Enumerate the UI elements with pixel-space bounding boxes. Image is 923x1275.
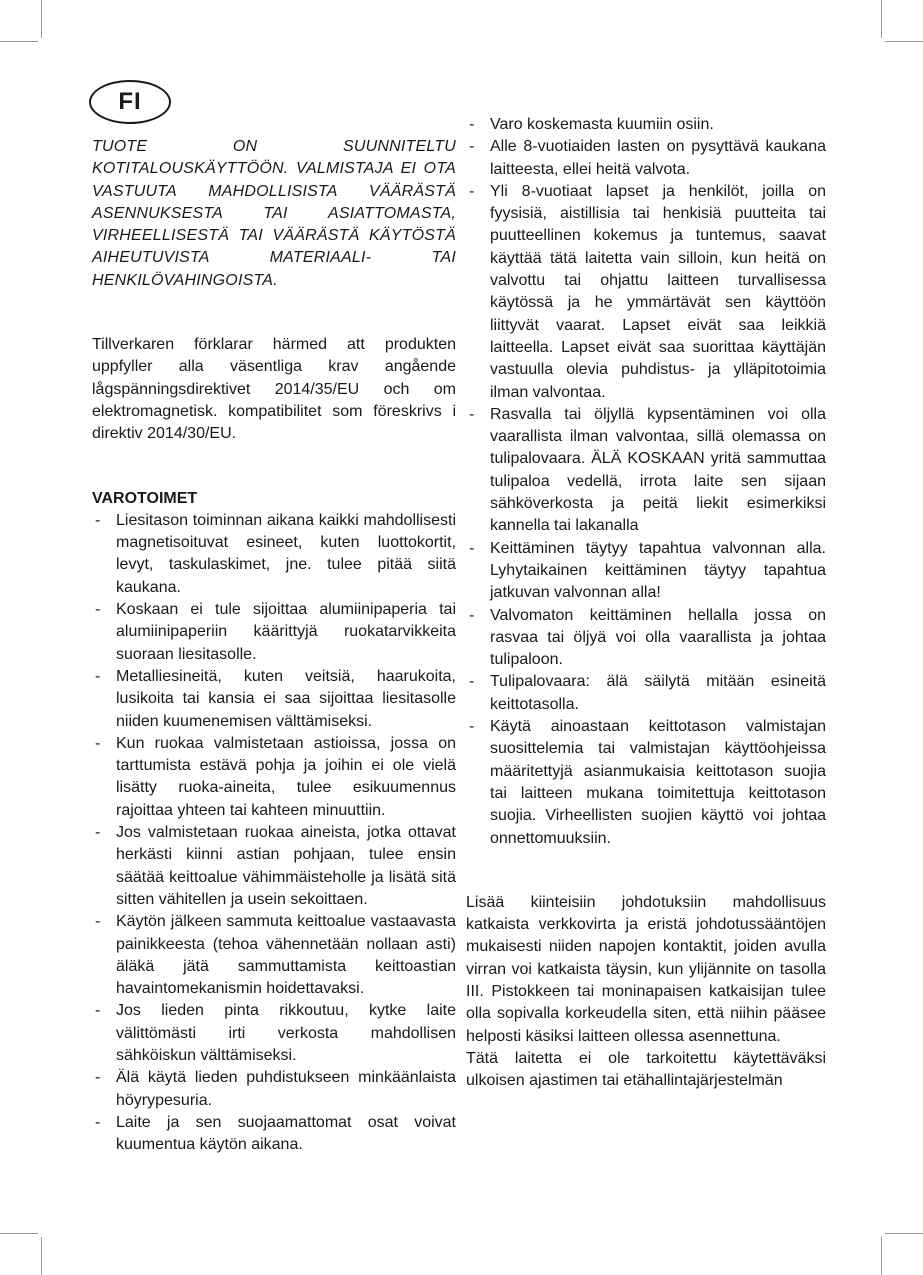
list-item: - Yli 8-vuotiaat lapset ja henkilöt, joilla on fyysisiä, aistillisia tai henkisiä puutteita tai puutteellinen kokemus ja tuntemus, saavat käyttää tätä laitetta vain silloin, kun heitä on valvottu tai ohjattu laitteen turvallisessa käytössä ja he ymmärtävät sen käyttöön liittyvät vaarat. Lapset eivät saa leikkiä laitteella. Lapset eivät saa suorittaa käyttäjän vastuulla olevia puhdistus- ja ylläpitotoimia ilman valvontaa. [466, 181, 826, 404]
crop-mark [881, 0, 882, 38]
crop-mark [41, 1237, 42, 1275]
precautions-list [92, 510, 456, 1157]
wiring-note: Lisää kiinteisiin johdotuksiin mahdollisuus katkaista verkkovirta ja eristä johdotussääntöjen mukaisesti niiden napojen kontaktit, joiden avulla virran voi katkaista täysin, kun ylijännite on tasolla III. Pistokkeen tai moninapaisen katkaisijan tulee olla sopivalla korkeudella siten, että niihin pääsee helposti käsiksi laitteen ollessa asennettuna. [466, 893, 826, 1045]
crop-mark [0, 1233, 38, 1234]
crop-mark [885, 41, 923, 42]
list-item: - Älä käytä lieden puhdistukseen minkäänlaista höyrypesuria. [92, 1067, 456, 1112]
list-item: - Rasvalla tai öljyllä kypsentäminen voi olla vaarallista ilman valvontaa, sillä olemassa on tulipalovaara. ÄLÄ KOSKAAN yritä sammuttaa tulipaloa vedellä, irrota laite sen sijaan sähköverkosta ja peitä liekit esimerkiksi kannella tai lakanalla [466, 404, 826, 538]
list-item: - Jos valmistetaan ruokaa aineista, jotka ottavat herkästi kiinni astian pohjaan, tulee ensin säätää keittoalue vähimmäisteholle ja lisätä sitä sitten vähitellen ja usein sekoittaen. [92, 822, 456, 911]
list-item: - Jos lieden pinta rikkoutuu, kytke laite välittömästi irti verkosta mahdollisen sähköiskun välttämiseksi. [92, 1000, 456, 1067]
list-item: - Alle 8-vuotiaiden lasten on pysyttävä kaukana laitteesta, ellei heitä valvota. [466, 136, 826, 181]
section-heading: VAROTOIMET [92, 489, 198, 507]
timer-note: Tätä laitetta ei ole tarkoitettu käytettäväksi ulkoisen ajastimen tai etähallintajärjestelmän [466, 1049, 826, 1090]
list-item: - Kun ruokaa valmistetaan astioissa, jossa on tarttumista estävä pohja ja joihin ei ole vielä lisätty ruoka-aineita, tulee esikuumennus rajoittaa yhteen tai kahteen minuuttiin. [92, 733, 456, 822]
list-item: - Varo koskemasta kuumiin osiin. [466, 114, 826, 136]
crop-mark [41, 0, 42, 38]
list-item: - Laite ja sen suojaamattomat osat voivat kuumentua käytön aikana. [92, 1112, 456, 1157]
crop-mark [0, 41, 38, 42]
list-item: - Metalliesineitä, kuten veitsiä, haarukoita, lusikoita tai kansia ei saa sijoittaa liesitasolle niiden kuumenemisen välttämiseksi. [92, 666, 456, 733]
list-item: - Käytä ainoastaan keittotason valmistajan suosittelemia tai valmistajan käyttöohjeissa määritettyjä asianmukaisia keittotason suojia tai laitteen mukana toimitettuja keittotason suojia. Virheellisten suojien käyttö voi johtaa onnettomuuksiin. [466, 716, 826, 850]
list-item: - Liesitason toiminnan aikana kaikki mahdollisesti magnetisoituvat esineet, kuten luottokortit, levyt, taskulaskimet, jne. tulee pitää siitä kaukana. [92, 510, 456, 599]
list-item: - Koskaan ei tule sijoittaa alumiinipaperia tai alumiinipaperiin käärittyjä ruokatarvikkeita suoraan liesitasolle. [92, 599, 456, 666]
intro-notice: TUOTE ON SUUNNITELTU KOTITALOUSKÄYTTÖÖN. VALMISTAJA EI OTA VASTUUTA MAHDOLLISISTA VÄÄRÄSTÄ ASENNUKSESTA TAI ASIATTOMASTA, VIRHEELLISESTÄ TAI VÄÄRÄSTÄ KÄYTÖSTÄ AIHEUTUVISTA MATERIAALI- TAI HENKILÖVAHINGOISTA. [92, 138, 456, 289]
precautions-list-continued [466, 114, 826, 850]
right-column [466, 114, 826, 1092]
language-badge: FI [89, 80, 171, 124]
left-column [92, 136, 456, 1156]
crop-mark [885, 1233, 923, 1234]
crop-mark [881, 1237, 882, 1275]
list-item: - Käytön jälkeen sammuta keittoalue vastaavasta painikkeesta (tehoa vähennetään nollaan asti) äläkä jätä sammuttamista keittoastian havaintomekanismin hoidettavaksi. [92, 911, 456, 1000]
list-item: - Valvomaton keittäminen hellalla jossa on rasvaa tai öljyä voi olla vaarallista ja johtaa tulipaloon. [466, 605, 826, 672]
declaration-paragraph: Tillverkaren förklarar härmed att produkten uppfyller alla väsentliga krav angående lågspänningsdirektivet 2014/35/EU och om elektromagnetisk. kompatibilitet som föreskrivs i direktiv 2014/30/EU. [92, 336, 456, 443]
list-item: - Tulipalovaara: älä säilytä mitään esineitä keittotasolla. [466, 671, 826, 716]
list-item: - Keittäminen täytyy tapahtua valvonnan alla. Lyhytaikainen keittäminen täytyy tapahtua jatkuvan valvonnan alla! [466, 538, 826, 605]
